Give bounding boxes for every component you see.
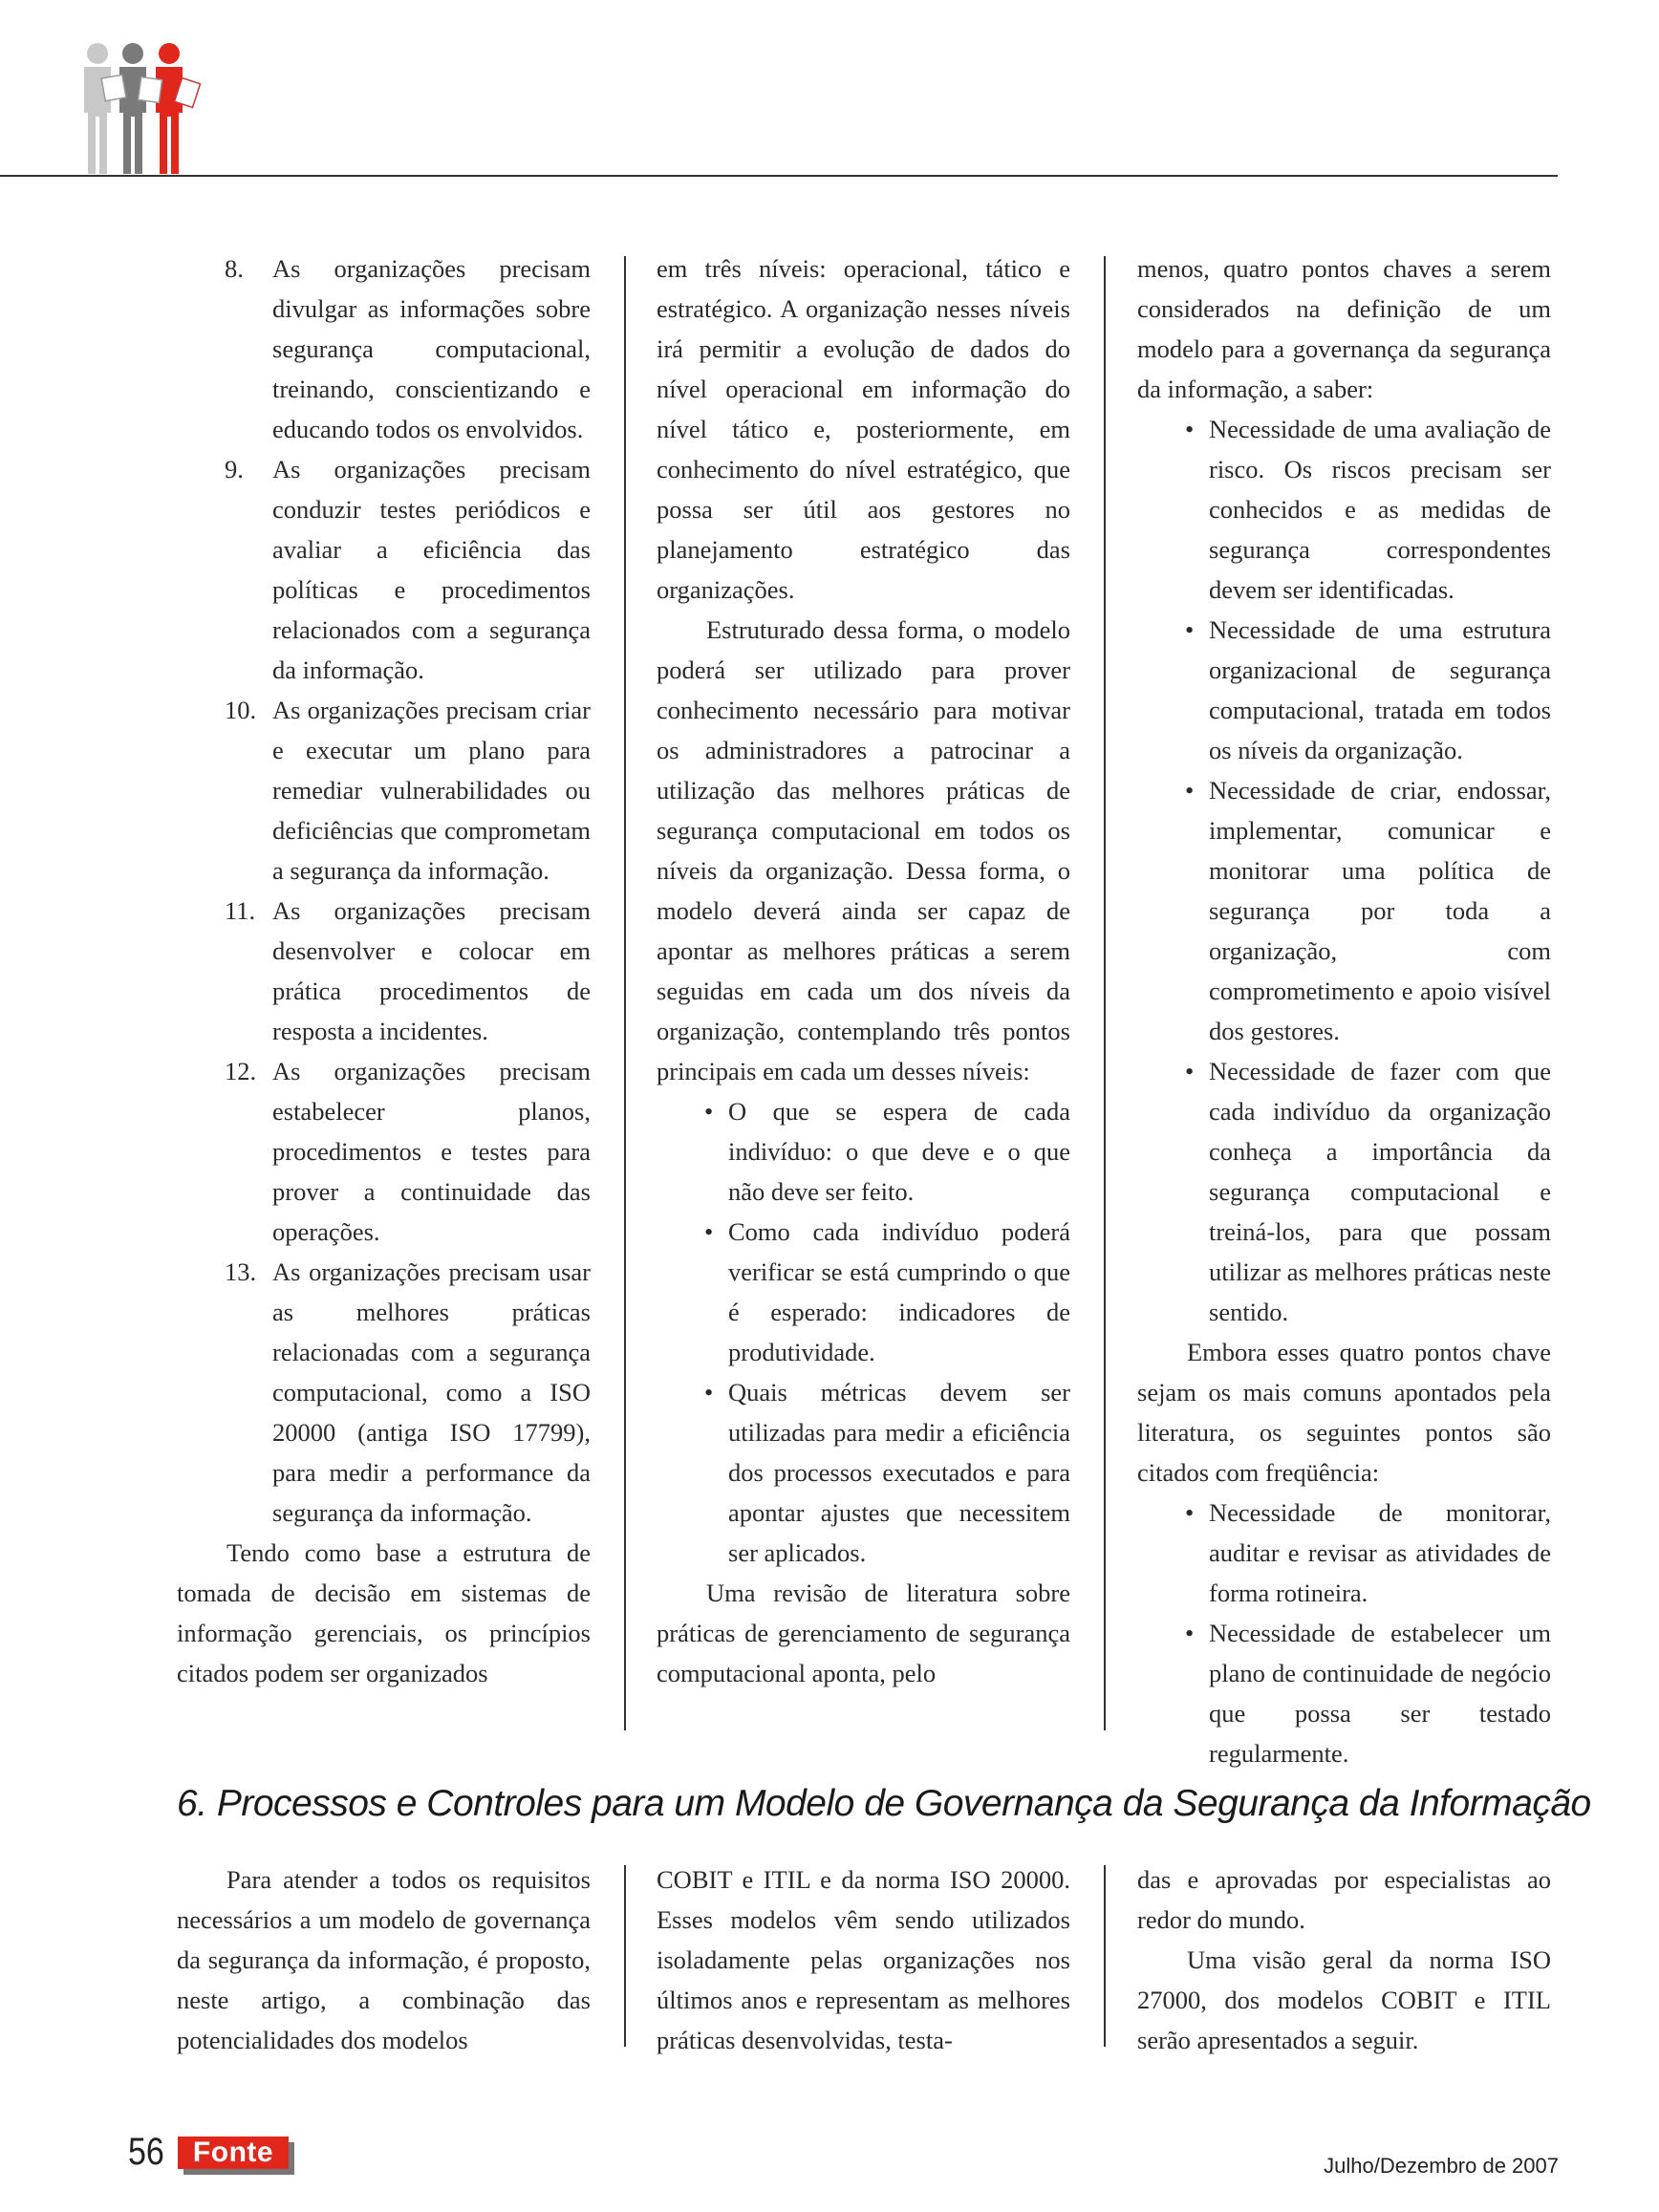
column-rule bbox=[1104, 1865, 1106, 2047]
list-item: • Necessidade de uma estrutura organizacional de segurança computacional, tratada em todos os níveis da organização. bbox=[1185, 615, 1551, 764]
list-item: 12. As organizações precisam estabelecer planos, procedimentos e testes para prover a continuidade das operações. bbox=[225, 1057, 591, 1246]
top-column-1 bbox=[177, 248, 591, 1693]
paragraph: Embora esses quatro pontos chave sejam os mais comuns apontados pela literatura, os seguintes pontos são citados com freqüência: bbox=[1137, 1338, 1551, 1487]
list-item: • Necessidade de fazer com que cada indivíduo da organização conheça a importância da segurança computacional e treiná-los, para que possam utilizar as melhores práticas neste sentido. bbox=[1185, 1057, 1551, 1326]
issue-date: Julho/Dezembro de 2007 bbox=[1324, 2154, 1559, 2178]
list-item: 8. As organizações precisam divulgar as informações sobre segurança computacional, treinando, conscientizando e educando todos os envolvidos. bbox=[225, 254, 591, 443]
list-item: 13. As organizações precisam usar as melhores práticas relacionadas com a segurança computacional, como a ISO 20000 (antiga ISO 17799), para medir a performance da segurança da informação. bbox=[225, 1257, 591, 1527]
bullet-list bbox=[1137, 1493, 1551, 1773]
list-item: • Necessidade de uma avaliação de risco. Os riscos precisam ser conhecidos e as medidas de segurança correspondentes devem ser identificadas. bbox=[1185, 415, 1551, 604]
list-item: • Como cada indivíduo poderá verificar se está cumprindo o que é esperado: indicadores de produtividade. bbox=[704, 1217, 1070, 1366]
column-rule bbox=[624, 1865, 626, 2047]
top-column-3 bbox=[1137, 248, 1551, 1773]
paragraph: das e aprovadas por especialistas ao redor do mundo. bbox=[1137, 1865, 1551, 1934]
page-number: 56 bbox=[128, 2131, 164, 2173]
paragraph: menos, quatro pontos chaves a serem considerados na definição de um modelo para a governança da segurança da informação, a saber: bbox=[1137, 254, 1551, 403]
bullet-list bbox=[657, 1091, 1070, 1573]
list-item: • Necessidade de monitorar, auditar e revisar as atividades de forma rotineira. bbox=[1185, 1498, 1551, 1607]
bullet-list bbox=[1137, 409, 1551, 1332]
paragraph: COBIT e ITIL e da norma ISO 20000. Esses modelos vêm sendo utilizados isoladamente pelas organizações nos últimos anos e representam as melhores práticas desenvolvidas, testa- bbox=[657, 1865, 1070, 2054]
column-rule bbox=[624, 256, 626, 1730]
top-column-2 bbox=[657, 248, 1070, 1693]
paragraph: em três níveis: operacional, tático e estratégico. A organização nesses níveis irá permitir a evolução de dados do nível operacional em informação do nível tático e, posteriormente, em conhecimento do nível estratégico, que possa ser útil aos gestores no planejamento estratégico das organizações. bbox=[657, 254, 1070, 604]
bottom-column-3 bbox=[1137, 1859, 1551, 2060]
bottom-column-1 bbox=[177, 1859, 591, 2060]
list-item: • O que se espera de cada indivíduo: o que deve e o que não deve ser feito. bbox=[704, 1097, 1070, 1206]
paragraph: Uma revisão de literatura sobre práticas de gerenciamento de segurança computacional aponta, pelo bbox=[657, 1578, 1070, 1687]
three-people-icon bbox=[78, 40, 212, 180]
paragraph: Para atender a todos os requisitos necessários a um modelo de governança da segurança da informação, é proposto, neste artigo, a combinação das potencialidades dos modelos bbox=[177, 1865, 591, 2054]
list-item: • Necessidade de criar, endossar, implementar, comunicar e monitorar uma política de segurança por toda a organização, com comprometimento e apoio visível dos gestores. bbox=[1185, 776, 1551, 1045]
list-item: 11. As organizações precisam desenvolver e colocar em prática procedimentos de resposta a incidentes. bbox=[225, 896, 591, 1045]
list-item: • Quais métricas devem ser utilizadas para medir a eficiência dos processos executados e para apontar ajustes que necessitem ser aplicados. bbox=[704, 1378, 1070, 1567]
paragraph: Tendo como base a estrutura de tomada de decisão em sistemas de informação gerenciais, os princípios citados podem ser organizados bbox=[177, 1538, 591, 1687]
column-rule bbox=[1104, 256, 1106, 1730]
paragraph: Uma visão geral da norma ISO 27000, dos modelos COBIT e ITIL serão apresentados a seguir. bbox=[1137, 1945, 1551, 2054]
brand-logo: Fonte bbox=[178, 2137, 289, 2169]
numbered-list bbox=[177, 248, 591, 1533]
bottom-column-2 bbox=[657, 1859, 1070, 2060]
header-rule bbox=[0, 175, 1558, 177]
list-item: 9. As organizações precisam conduzir testes periódicos e avaliar a eficiência das políticas e procedimentos relacionados com a segurança da informação. bbox=[225, 455, 591, 684]
section-title: 6. Processos e Controles para um Modelo de Governança da Segurança da Informação bbox=[177, 1783, 1591, 1824]
list-item: • Necessidade de estabelecer um plano de continuidade de negócio que possa ser testado regularmente. bbox=[1185, 1619, 1551, 1768]
list-item: 10. As organizações precisam criar e executar um plano para remediar vulnerabilidades ou deficiências que comprometam a segurança da informação. bbox=[225, 696, 591, 885]
paragraph: Estruturado dessa forma, o modelo poderá ser utilizado para prover conhecimento necessário para motivar os administradores a patrocinar a utilização das melhores práticas de segurança computacional em todos os níveis da organização. Dessa forma, o modelo deverá ainda ser capaz de apontar as melhores práticas a serem seguidas em cada um dos níveis da organização, contemplando três pontos principais em cada um desses níveis: bbox=[657, 615, 1070, 1085]
